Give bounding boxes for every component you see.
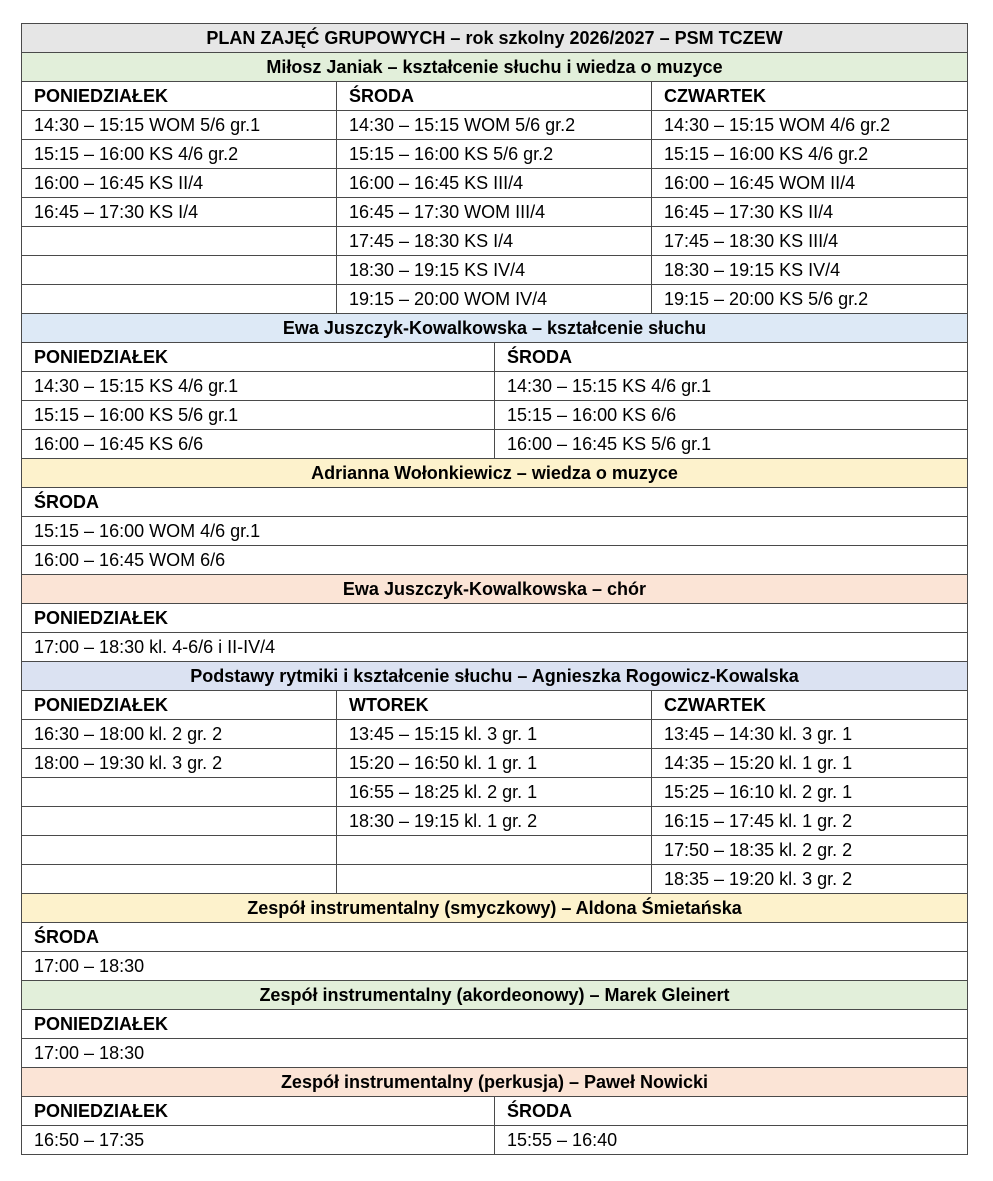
day-label: PONIEDZIAŁEK — [22, 1010, 968, 1039]
day-label: ŚRODA — [22, 923, 968, 952]
schedule-section — [22, 314, 968, 459]
slot-row — [22, 952, 968, 981]
schedule-section — [22, 894, 968, 981]
time-slot: 15:15 – 16:00 KS 5/6 gr.2 — [337, 140, 652, 169]
day-label: PONIEDZIAŁEK — [22, 343, 495, 372]
day-label: WTOREK — [337, 691, 652, 720]
slot-row — [22, 256, 968, 285]
time-slot — [22, 836, 337, 865]
time-slot: 15:55 – 16:40 — [495, 1126, 968, 1155]
day-label: PONIEDZIAŁEK — [22, 604, 968, 633]
time-slot — [337, 865, 652, 894]
time-slot — [337, 836, 652, 865]
slot-row — [22, 430, 968, 459]
section-header-row — [22, 894, 968, 923]
time-slot: 18:30 – 19:15 KS IV/4 — [337, 256, 652, 285]
slot-row — [22, 546, 968, 575]
time-slot: 16:50 – 17:35 — [22, 1126, 495, 1155]
time-slot: 14:35 – 15:20 kl. 1 gr. 1 — [652, 749, 968, 778]
time-slot: 16:00 – 16:45 KS 5/6 gr.1 — [495, 430, 968, 459]
day-label: ŚRODA — [495, 343, 968, 372]
time-slot: 17:45 – 18:30 KS I/4 — [337, 227, 652, 256]
slot-row — [22, 633, 968, 662]
time-slot: 15:15 – 16:00 WOM 4/6 gr.1 — [22, 517, 968, 546]
time-slot: 17:45 – 18:30 KS III/4 — [652, 227, 968, 256]
slot-row — [22, 720, 968, 749]
slot-row — [22, 749, 968, 778]
section-header-row — [22, 1068, 968, 1097]
schedule-table — [21, 23, 968, 1155]
slot-row — [22, 778, 968, 807]
day-label: ŚRODA — [495, 1097, 968, 1126]
time-slot: 18:30 – 19:15 kl. 1 gr. 2 — [337, 807, 652, 836]
day-label: PONIEDZIAŁEK — [22, 691, 337, 720]
day-header-row — [22, 82, 968, 111]
time-slot: 19:15 – 20:00 KS 5/6 gr.2 — [652, 285, 968, 314]
time-slot: 16:30 – 18:00 kl. 2 gr. 2 — [22, 720, 337, 749]
slot-row — [22, 517, 968, 546]
day-header-row — [22, 923, 968, 952]
schedule-sections — [22, 53, 968, 1155]
slot-row — [22, 401, 968, 430]
day-header-row — [22, 604, 968, 633]
day-label: PONIEDZIAŁEK — [22, 1097, 495, 1126]
time-slot — [22, 865, 337, 894]
time-slot: 16:00 – 16:45 KS 6/6 — [22, 430, 495, 459]
section-header-row — [22, 53, 968, 82]
section-header-row — [22, 662, 968, 691]
time-slot: 16:55 – 18:25 kl. 2 gr. 1 — [337, 778, 652, 807]
section-header-row — [22, 575, 968, 604]
slot-row — [22, 140, 968, 169]
day-label: ŚRODA — [337, 82, 652, 111]
time-slot: 16:15 – 17:45 kl. 1 gr. 2 — [652, 807, 968, 836]
time-slot: 15:15 – 16:00 KS 4/6 gr.2 — [652, 140, 968, 169]
time-slot — [22, 778, 337, 807]
section-header-row — [22, 981, 968, 1010]
section-header: Zespół instrumentalny (smyczkowy) – Aldona Śmietańska — [22, 894, 968, 923]
section-header: Ewa Juszczyk-Kowalkowska – chór — [22, 575, 968, 604]
title-row — [22, 24, 968, 53]
slot-row — [22, 227, 968, 256]
time-slot: 17:50 – 18:35 kl. 2 gr. 2 — [652, 836, 968, 865]
time-slot: 13:45 – 15:15 kl. 3 gr. 1 — [337, 720, 652, 749]
time-slot: 14:30 – 15:15 WOM 5/6 gr.2 — [337, 111, 652, 140]
time-slot: 18:30 – 19:15 KS IV/4 — [652, 256, 968, 285]
slot-row — [22, 1126, 968, 1155]
section-header: Podstawy rytmiki i kształcenie słuchu – Agnieszka Rogowicz-Kowalska — [22, 662, 968, 691]
time-slot: 13:45 – 14:30 kl. 3 gr. 1 — [652, 720, 968, 749]
section-header: Zespół instrumentalny (perkusja) – Paweł Nowicki — [22, 1068, 968, 1097]
time-slot — [22, 285, 337, 314]
time-slot: 17:00 – 18:30 kl. 4-6/6 i II-IV/4 — [22, 633, 968, 662]
day-label: CZWARTEK — [652, 82, 968, 111]
section-header-row — [22, 459, 968, 488]
slot-row — [22, 285, 968, 314]
slot-row — [22, 1039, 968, 1068]
time-slot: 15:15 – 16:00 KS 5/6 gr.1 — [22, 401, 495, 430]
time-slot: 16:45 – 17:30 KS II/4 — [652, 198, 968, 227]
time-slot: 14:30 – 15:15 WOM 5/6 gr.1 — [22, 111, 337, 140]
section-header: Ewa Juszczyk-Kowalkowska – kształcenie słuchu — [22, 314, 968, 343]
time-slot: 16:00 – 16:45 WOM II/4 — [652, 169, 968, 198]
time-slot: 14:30 – 15:15 KS 4/6 gr.1 — [495, 372, 968, 401]
time-slot: 17:00 – 18:30 — [22, 952, 968, 981]
slot-row — [22, 372, 968, 401]
time-slot: 16:45 – 17:30 WOM III/4 — [337, 198, 652, 227]
time-slot: 18:00 – 19:30 kl. 3 gr. 2 — [22, 749, 337, 778]
time-slot: 16:00 – 16:45 KS III/4 — [337, 169, 652, 198]
schedule-section — [22, 662, 968, 894]
time-slot — [22, 227, 337, 256]
time-slot: 19:15 – 20:00 WOM IV/4 — [337, 285, 652, 314]
section-header: Miłosz Janiak – kształcenie słuchu i wiedza o muzyce — [22, 53, 968, 82]
day-label: PONIEDZIAŁEK — [22, 82, 337, 111]
schedule-section — [22, 459, 968, 575]
day-header-row — [22, 691, 968, 720]
schedule-section — [22, 1068, 968, 1155]
day-header-row — [22, 1097, 968, 1126]
slot-row — [22, 198, 968, 227]
time-slot: 15:25 – 16:10 kl. 2 gr. 1 — [652, 778, 968, 807]
slot-row — [22, 865, 968, 894]
slot-row — [22, 836, 968, 865]
day-header-row — [22, 488, 968, 517]
day-label: ŚRODA — [22, 488, 968, 517]
page-title: PLAN ZAJĘĆ GRUPOWYCH – rok szkolny 2026/2027 – PSM TCZEW — [22, 24, 968, 53]
slot-row — [22, 169, 968, 198]
day-header-row — [22, 343, 968, 372]
time-slot: 14:30 – 15:15 WOM 4/6 gr.2 — [652, 111, 968, 140]
schedule-section — [22, 575, 968, 662]
time-slot: 16:45 – 17:30 KS I/4 — [22, 198, 337, 227]
slot-row — [22, 807, 968, 836]
time-slot: 17:00 – 18:30 — [22, 1039, 968, 1068]
time-slot: 15:15 – 16:00 KS 6/6 — [495, 401, 968, 430]
time-slot: 16:00 – 16:45 WOM 6/6 — [22, 546, 968, 575]
schedule-section — [22, 53, 968, 314]
day-label: CZWARTEK — [652, 691, 968, 720]
time-slot: 16:00 – 16:45 KS II/4 — [22, 169, 337, 198]
time-slot: 15:15 – 16:00 KS 4/6 gr.2 — [22, 140, 337, 169]
section-header: Adrianna Wołonkiewicz – wiedza o muzyce — [22, 459, 968, 488]
day-header-row — [22, 1010, 968, 1039]
schedule-section — [22, 981, 968, 1068]
section-header: Zespół instrumentalny (akordeonowy) – Marek Gleinert — [22, 981, 968, 1010]
time-slot: 14:30 – 15:15 KS 4/6 gr.1 — [22, 372, 495, 401]
time-slot — [22, 256, 337, 285]
time-slot: 18:35 – 19:20 kl. 3 gr. 2 — [652, 865, 968, 894]
section-header-row — [22, 314, 968, 343]
time-slot: 15:20 – 16:50 kl. 1 gr. 1 — [337, 749, 652, 778]
time-slot — [22, 807, 337, 836]
slot-row — [22, 111, 968, 140]
